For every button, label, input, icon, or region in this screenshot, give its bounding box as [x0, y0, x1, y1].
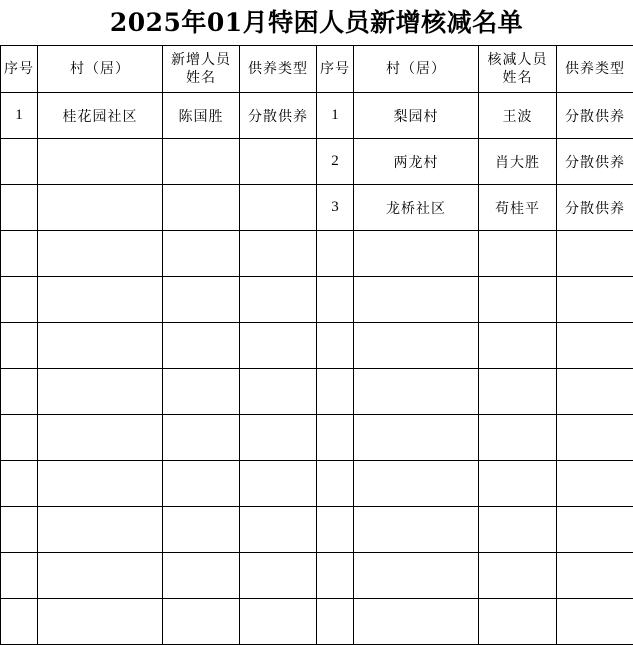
- cell-add-name: [163, 553, 240, 599]
- cell-cut-village: [354, 369, 479, 415]
- cell-add-village: [38, 507, 163, 553]
- cell-add-seq: [1, 277, 38, 323]
- header-add-name-line2: 姓名: [186, 70, 216, 86]
- cell-cut-seq: [317, 599, 354, 645]
- cell-cut-name: [479, 323, 557, 369]
- table-row: [1, 185, 633, 231]
- cell-add-village: [38, 185, 163, 231]
- cell-cut-type: 分散供养: [557, 139, 633, 185]
- cell-cut-name: 苟桂平: [479, 185, 557, 231]
- cell-add-seq: [1, 139, 38, 185]
- cell-add-type: [240, 277, 317, 323]
- table-row: [1, 415, 633, 461]
- cell-cut-type: [557, 277, 633, 323]
- cell-add-village: [38, 323, 163, 369]
- cell-cut-name: 肖大胜: [479, 139, 557, 185]
- cell-add-village: [38, 553, 163, 599]
- cell-add-name: [163, 415, 240, 461]
- header-cut-village: 村（居）: [354, 46, 479, 93]
- table-row: [1, 369, 633, 415]
- cell-cut-name: [479, 599, 557, 645]
- table-row: [1, 231, 633, 277]
- table-row: [1, 461, 633, 507]
- header-cut-seq: 序号: [317, 46, 354, 93]
- cell-add-seq: [1, 323, 38, 369]
- cell-add-village: [38, 231, 163, 277]
- cell-add-seq: [1, 185, 38, 231]
- cell-add-name: 陈国胜: [163, 93, 240, 139]
- cell-cut-seq: [317, 553, 354, 599]
- cell-cut-village: [354, 461, 479, 507]
- cell-cut-name: [479, 369, 557, 415]
- table-row: [1, 139, 633, 185]
- cell-add-village: 桂花园社区: [38, 93, 163, 139]
- header-add-name: [163, 46, 240, 93]
- table-row: [1, 553, 633, 599]
- table-row: [1, 277, 633, 323]
- cell-add-name: [163, 231, 240, 277]
- cell-cut-type: 分散供养: [557, 93, 633, 139]
- cell-add-type: [240, 461, 317, 507]
- cell-add-name: [163, 599, 240, 645]
- cell-add-seq: 1: [1, 93, 38, 139]
- cell-add-type: [240, 185, 317, 231]
- header-cut-name: [479, 46, 557, 93]
- header-row: [1, 46, 633, 93]
- header-add-seq: 序号: [1, 46, 38, 93]
- header-add-name-line1: 新增人员: [171, 52, 231, 68]
- cell-cut-village: 梨园村: [354, 93, 479, 139]
- cell-cut-type: [557, 415, 633, 461]
- table-row: [1, 323, 633, 369]
- cell-cut-name: [479, 507, 557, 553]
- cell-cut-seq: [317, 415, 354, 461]
- cell-cut-type: 分散供养: [557, 185, 633, 231]
- cell-cut-type: [557, 231, 633, 277]
- cell-add-name: [163, 323, 240, 369]
- cell-add-village: [38, 415, 163, 461]
- cell-add-type: [240, 415, 317, 461]
- cell-cut-village: [354, 231, 479, 277]
- cell-cut-village: [354, 277, 479, 323]
- cell-add-type: [240, 507, 317, 553]
- cell-add-seq: [1, 231, 38, 277]
- cell-cut-seq: [317, 231, 354, 277]
- cell-add-village: [38, 599, 163, 645]
- cell-cut-village: [354, 553, 479, 599]
- cell-add-seq: [1, 553, 38, 599]
- cell-add-name: [163, 369, 240, 415]
- cell-cut-type: [557, 323, 633, 369]
- roster-table: [0, 45, 633, 645]
- table-row: [1, 93, 633, 139]
- header-cut-name-line2: 姓名: [502, 70, 533, 86]
- cell-add-seq: [1, 415, 38, 461]
- cell-cut-seq: [317, 369, 354, 415]
- cell-add-type: 分散供养: [240, 93, 317, 139]
- header-cut-type: 供养类型: [557, 46, 633, 93]
- table-row: [1, 599, 633, 645]
- cell-cut-type: [557, 507, 633, 553]
- cell-add-name: [163, 139, 240, 185]
- cell-add-type: [240, 599, 317, 645]
- cell-cut-seq: 2: [317, 139, 354, 185]
- cell-add-type: [240, 369, 317, 415]
- cell-cut-village: [354, 507, 479, 553]
- cell-cut-seq: 3: [317, 185, 354, 231]
- cell-cut-seq: 1: [317, 93, 354, 139]
- cell-cut-village: 龙桥社区: [354, 185, 479, 231]
- cell-cut-name: 王波: [479, 93, 557, 139]
- cell-cut-village: 两龙村: [354, 139, 479, 185]
- cell-add-name: [163, 461, 240, 507]
- table-row: [1, 507, 633, 553]
- cell-cut-name: [479, 277, 557, 323]
- cell-add-name: [163, 277, 240, 323]
- cell-cut-seq: [317, 461, 354, 507]
- cell-cut-name: [479, 553, 557, 599]
- cell-cut-village: [354, 415, 479, 461]
- cell-add-village: [38, 277, 163, 323]
- cell-cut-village: [354, 323, 479, 369]
- cell-add-village: [38, 461, 163, 507]
- cell-add-type: [240, 323, 317, 369]
- cell-add-type: [240, 139, 317, 185]
- header-cut-name-line1: 核减人员: [487, 52, 548, 68]
- cell-add-name: [163, 185, 240, 231]
- header-add-type: 供养类型: [240, 46, 317, 93]
- cell-add-type: [240, 231, 317, 277]
- cell-cut-type: [557, 553, 633, 599]
- cell-cut-seq: [317, 507, 354, 553]
- cell-cut-seq: [317, 323, 354, 369]
- cell-add-seq: [1, 461, 38, 507]
- cell-cut-name: [479, 231, 557, 277]
- cell-add-seq: [1, 599, 38, 645]
- cell-cut-village: [354, 599, 479, 645]
- cell-add-seq: [1, 507, 38, 553]
- cell-add-village: [38, 369, 163, 415]
- cell-add-seq: [1, 369, 38, 415]
- cell-cut-name: [479, 461, 557, 507]
- header-add-village: 村（居）: [38, 46, 163, 93]
- cell-cut-type: [557, 461, 633, 507]
- cell-cut-name: [479, 415, 557, 461]
- cell-cut-type: [557, 599, 633, 645]
- cell-cut-type: [557, 369, 633, 415]
- cell-add-name: [163, 507, 240, 553]
- cell-add-village: [38, 139, 163, 185]
- cell-add-type: [240, 553, 317, 599]
- document-title: 2025年01月特困人员新增核减名单: [109, 8, 524, 37]
- cell-cut-seq: [317, 277, 354, 323]
